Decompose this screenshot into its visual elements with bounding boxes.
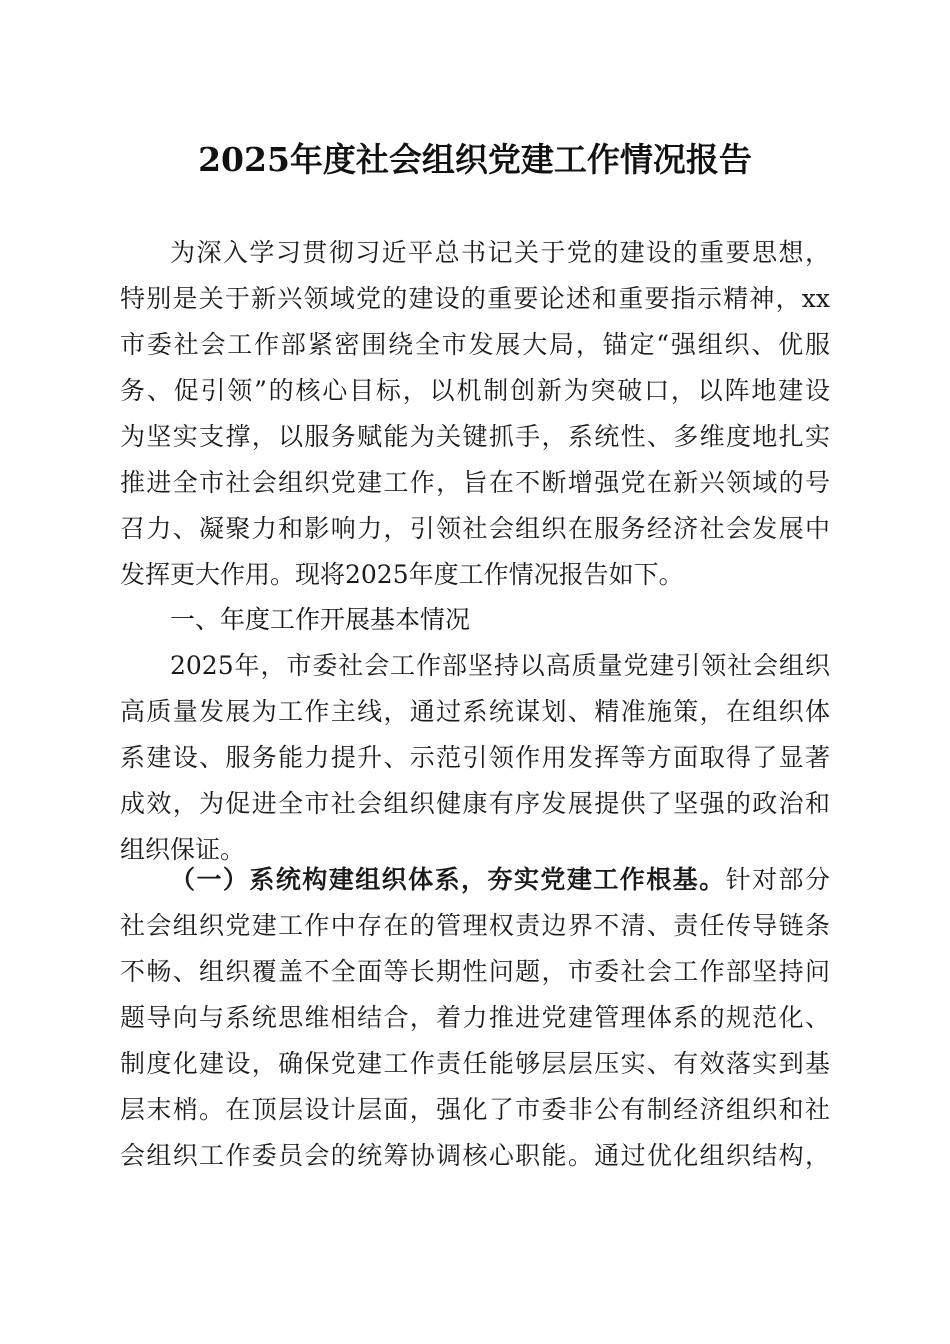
subsection-line: 题导向与系统思维相结合，着力推进党建管理体系的规范化、 (120, 1003, 830, 1032)
subsection-line: 层末梢。在顶层设计层面，强化了市委非公有制经济组织和社 (120, 1095, 830, 1124)
subsection-line: 不畅、组织覆盖不全面等长期性问题，市委社会工作部坚持问 (120, 957, 830, 986)
subsection-line: 制度化建设，确保党建工作责任能够层层压实、有效落实到基 (120, 1049, 830, 1078)
section-line: 组织保证。 (120, 835, 246, 864)
intro-line: 推进全市社会组织党建工作，旨在不断增强党在新兴领域的号 (120, 468, 830, 497)
subsection-heading: （一）系统构建组织体系，夯实党建工作根基。 (170, 865, 726, 894)
document-title: 2025年度社会组织党建工作情况报告 (198, 140, 752, 179)
section-heading: 一、年度工作开展基本情况 (170, 605, 471, 634)
intro-line: 特别是关于新兴领域党的建设的重要论述和重要指示精神，xx (120, 284, 830, 313)
intro-line: 市委社会工作部紧密围绕全市发展大局，锚定“强组织、优服 (120, 330, 830, 359)
intro-line: 务、促引领”的核心目标，以机制创新为突破口，以阵地建设 (120, 376, 830, 405)
section-line: 2025年，市委社会工作部坚持以高质量党建引领社会组织 (170, 651, 830, 680)
subsection-line: 会组织工作委员会的统筹协调核心职能。通过优化组织结构， (120, 1141, 830, 1170)
section-line: 成效，为促进全市社会组织健康有序发展提供了坚强的政治和 (120, 789, 830, 818)
section-line: 高质量发展为工作主线，通过系统谋划、精准施策，在组织体 (120, 697, 830, 726)
subsection-text: 针对部分 (725, 865, 830, 894)
section-line: 系建设、服务能力提升、示范引领作用发挥等方面取得了显著 (120, 743, 830, 772)
subsection-line: 社会组织党建工作中存在的管理权责边界不清、责任传导链条 (120, 911, 830, 940)
intro-line: 召力、凝聚力和影响力，引领社会组织在服务经济社会发展中 (120, 514, 830, 543)
intro-line: 为深入学习贯彻习近平总书记关于党的建设的重要思想， (170, 238, 830, 267)
subsection-line-first (170, 858, 830, 902)
intro-line: 为坚实支撑，以服务赋能为关键抓手，系统性、多维度地扎实 (120, 422, 830, 451)
intro-line: 发挥更大作用。现将2025年度工作情况报告如下。 (120, 560, 684, 589)
